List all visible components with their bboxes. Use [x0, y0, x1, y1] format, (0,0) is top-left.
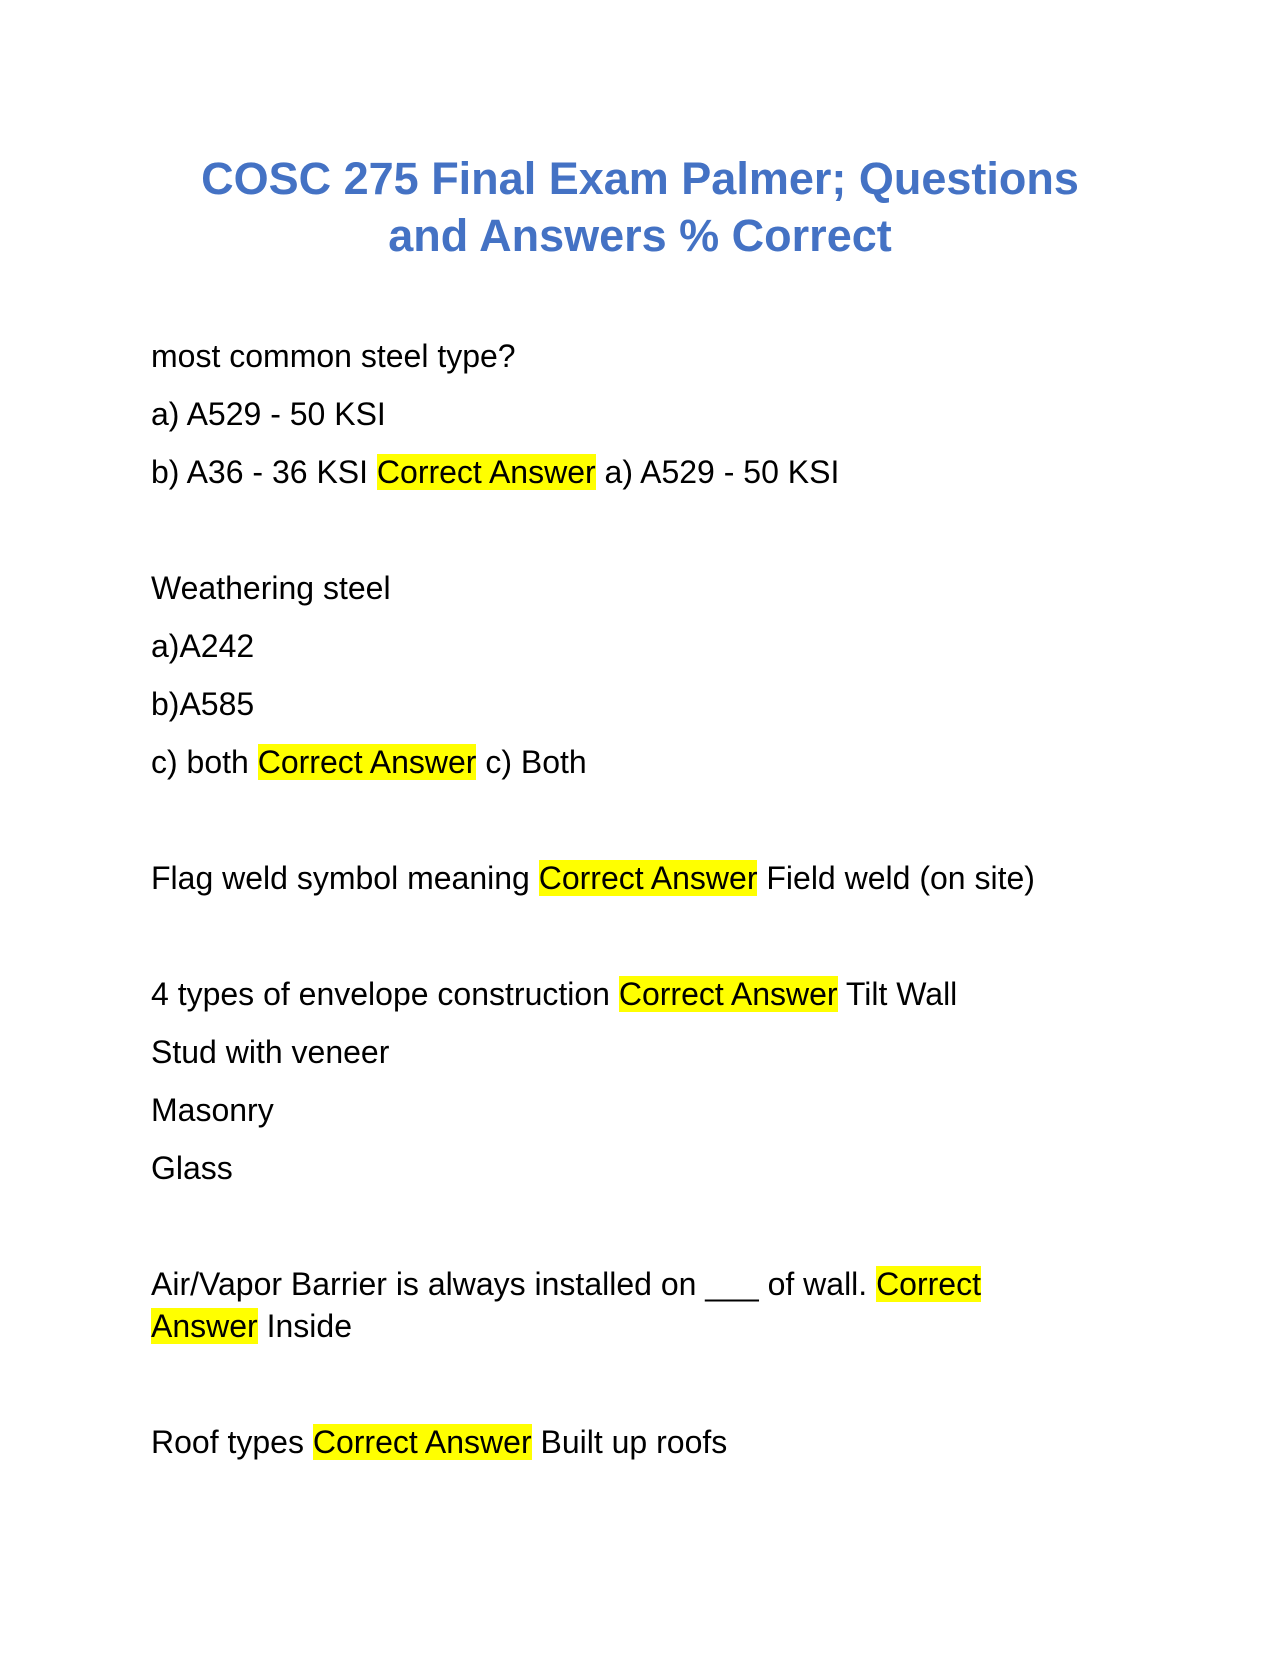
q2-option-a-text: a)A242	[151, 628, 255, 664]
q6-correct-answer-marker: Correct Answer	[312, 1424, 532, 1460]
q3-question-text: Flag weld symbol meaning	[151, 860, 539, 896]
q4-answer-4-line	[151, 1146, 233, 1190]
document-title	[150, 150, 1130, 264]
q2-option-c-text: c) both	[151, 744, 258, 780]
q6-answer-text: Built up roofs	[531, 1424, 728, 1460]
q4-correct-answer-marker: Correct Answer	[618, 976, 838, 1012]
q4-answer-3-line	[151, 1088, 274, 1132]
q4-question-text: 4 types of envelope construction	[151, 976, 619, 1012]
q6-line	[151, 1420, 727, 1464]
q4-line	[151, 972, 957, 1016]
q2-option-b	[151, 682, 254, 726]
q5-correct-answer-marker-part1: Correct	[876, 1266, 981, 1302]
q5-line-2	[151, 1304, 352, 1348]
q5-correct-answer-marker-part2: Answer	[151, 1308, 258, 1344]
q2-correct-answer-marker: Correct Answer	[257, 744, 477, 780]
q2-answer-text: c) Both	[476, 744, 587, 780]
q2-option-a	[151, 624, 254, 668]
q3-correct-answer-marker: Correct Answer	[538, 860, 758, 896]
q4-answer-4: Glass	[151, 1150, 233, 1186]
q2-question	[151, 566, 391, 610]
title-line-1: COSC 275 Final Exam Palmer; Questions	[201, 153, 1079, 204]
q5-line-1	[151, 1262, 981, 1306]
q2-option-c	[151, 740, 587, 784]
q3-answer-text: Field weld (on site)	[757, 860, 1035, 896]
q4-answer-2-line	[151, 1030, 389, 1074]
q1-option-b	[151, 450, 839, 494]
q1-option-b-text: b) A36 - 36 KSI	[151, 454, 377, 490]
q2-question-text: Weathering steel	[151, 570, 391, 606]
q2-option-b-text: b)A585	[151, 686, 255, 722]
q4-answer-1: Tilt Wall	[837, 976, 958, 1012]
q1-option-a-text: a) A529 - 50 KSI	[151, 396, 386, 432]
q4-answer-3: Masonry	[151, 1092, 274, 1128]
title-line-2: and Answers % Correct	[388, 210, 892, 261]
q4-answer-2: Stud with veneer	[151, 1034, 390, 1070]
q6-question-text: Roof types	[151, 1424, 313, 1460]
q1-question-text: most common steel type?	[151, 338, 516, 374]
q1-option-a	[151, 392, 386, 436]
q3-line	[151, 856, 1035, 900]
q5-answer-text: Inside	[257, 1308, 352, 1344]
q5-question-text: Air/Vapor Barrier is always installed on ___ of wall.	[151, 1266, 877, 1302]
q1-answer-text: a) A529 - 50 KSI	[595, 454, 840, 490]
q1-question	[151, 334, 516, 378]
q1-correct-answer-marker: Correct Answer	[376, 454, 596, 490]
